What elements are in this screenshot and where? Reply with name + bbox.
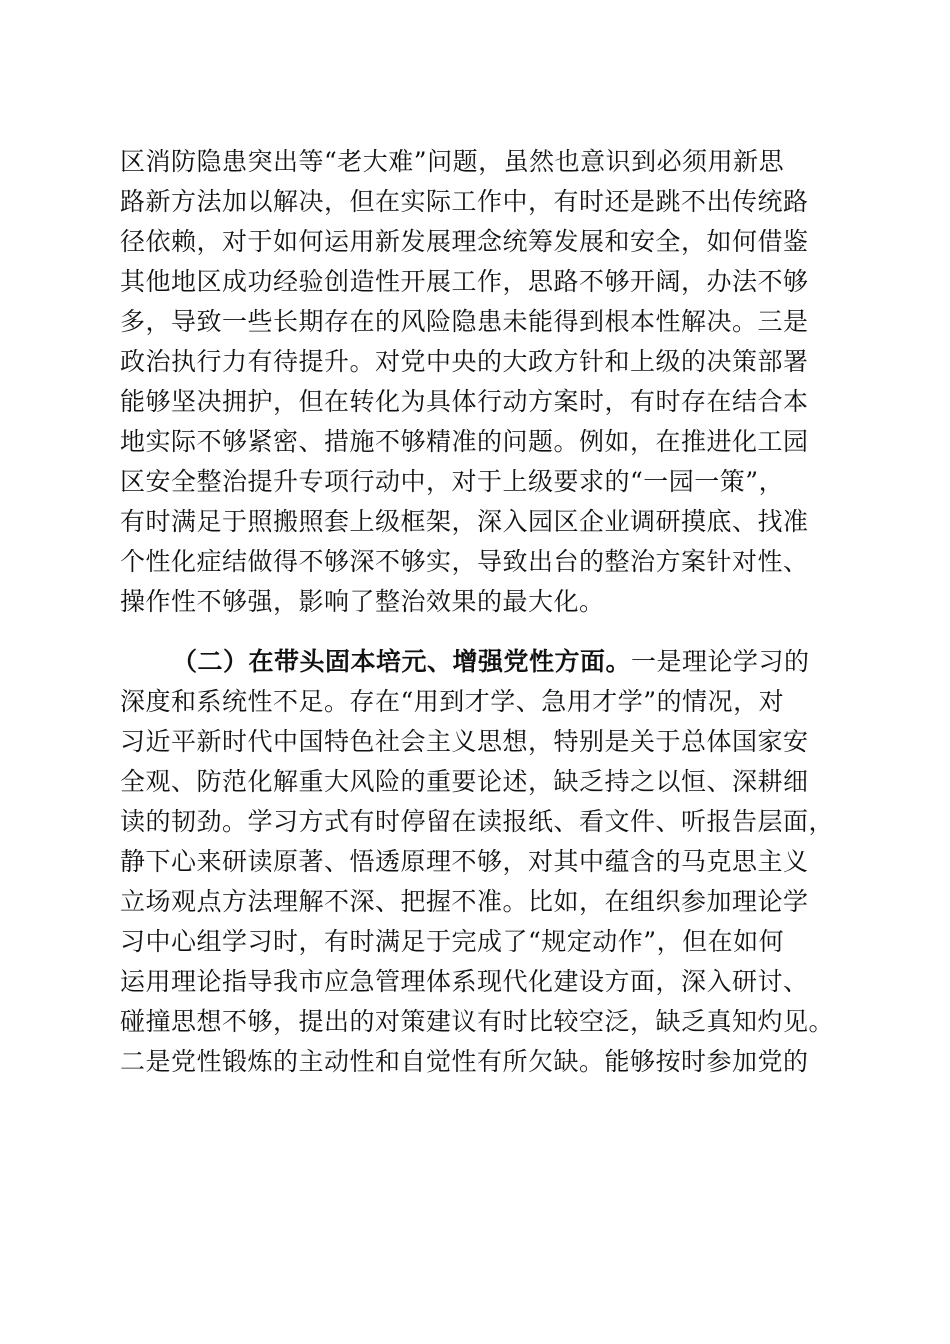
section-heading: （二）在带头固本培元、增强党性方面。 (172, 647, 632, 676)
text-line: 能够坚决拥护，但在转化为具体行动方案时，有时存在结合本 (120, 387, 809, 416)
paragraph-first-line (172, 642, 810, 682)
text-line: 立场观点方法理解不深、把握不准。比如，在组织参加理论学 (120, 887, 809, 916)
text-line: 政治执行力有待提升。对党中央的大政方针和上级的决策部署 (120, 347, 809, 376)
text-line: 深度和系统性不足。存在“用到才学、急用才学”的情况，对 (120, 687, 785, 716)
text-line: 其他地区成功经验创造性开展工作，思路不够开阔，办法不够 (120, 267, 809, 296)
text-line: 习近平新时代中国特色社会主义思想，特别是关于总体国家安 (120, 727, 809, 756)
text-line: 运用理论指导我市应急管理体系现代化建设方面，深入研讨、 (120, 967, 809, 996)
text-line: 碰撞思想不够，提出的对策建议有时比较空泛，缺乏真知灼见。 (120, 1007, 835, 1036)
text-line: 多，导致一些长期存在的风险隐患未能得到根本性解决。三是 (120, 307, 809, 336)
text-line: 静下心来研读原著、悟透原理不够，对其中蕴含的马克思主义 (120, 847, 809, 876)
text-line: 有时满足于照搬照套上级框架，深入园区企业调研摸底、找准 (120, 507, 809, 536)
text-line: 地实际不够紧密、措施不够精准的问题。例如，在推进化工园 (120, 427, 809, 456)
text-line-rest: 一是理论学习的 (631, 647, 810, 676)
text-line: 路新方法加以解决，但在实际工作中，有时还是跳不出传统路 (120, 187, 809, 216)
text-line: 二是党性锻炼的主动性和自觉性有所欠缺。能够按时参加党的 (120, 1047, 809, 1076)
text-line: 区安全整治提升专项行动中，对于上级要求的“一园一策”， (120, 467, 785, 496)
text-line: 读的韧劲。学习方式有时停留在读报纸、看文件、听报告层面， (120, 807, 835, 836)
text-line: 区消防隐患突出等“老大难”问题，虽然也意识到必须用新思 (120, 147, 785, 176)
text-line: 径依赖，对于如何运用新发展理念统筹发展和安全，如何借鉴 (120, 227, 809, 256)
text-line: 全观、防范化解重大风险的重要论述，缺乏持之以恒、深耕细 (120, 767, 809, 796)
text-line: 个性化症结做得不够深不够实，导致出台的整治方案针对性、 (120, 547, 809, 576)
text-line: 习中心组学习时，有时满足于完成了“规定动作”，但在如何 (120, 927, 785, 956)
text-line: 操作性不够强，影响了整治效果的最大化。 (120, 587, 605, 616)
